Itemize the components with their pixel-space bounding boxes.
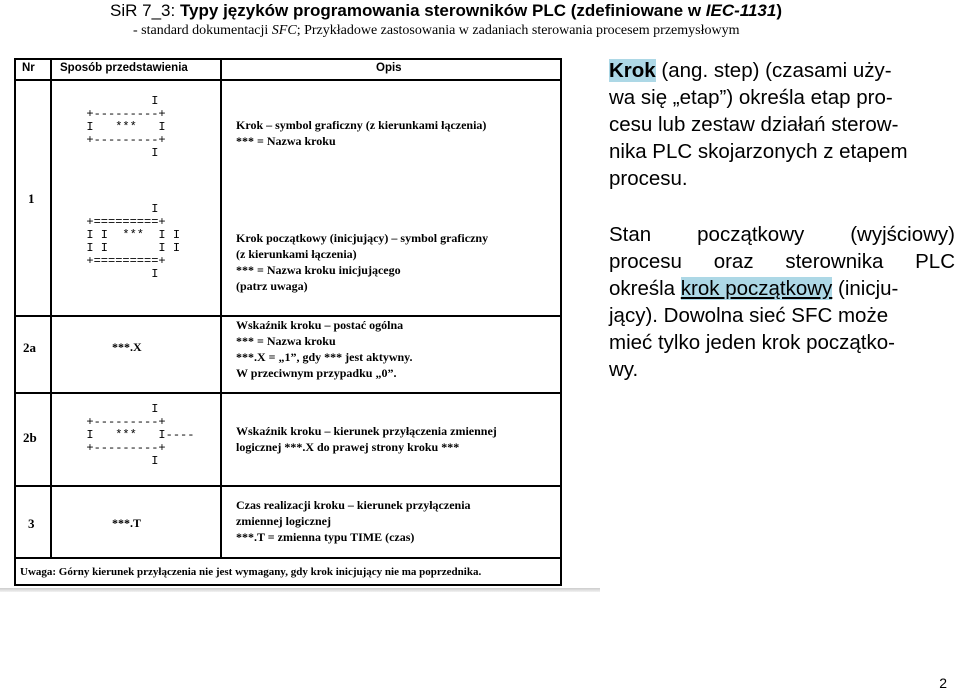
- title-prefix: SiR 7_3:: [110, 1, 180, 20]
- table-row-line-3: [14, 485, 562, 487]
- step-flag-connector-symbol: I +---------+ I *** I---- +---------+ I: [86, 402, 195, 468]
- header-representation: Sposób przedstawienia: [60, 62, 188, 74]
- p2-line-6: wy.: [609, 358, 639, 381]
- table-note: Uwaga: Górny kierunek przyłączenia nie jest wymagany, gdy krok inicjujący nie ma poprzednika.: [20, 566, 482, 578]
- table-col-line-1: [50, 58, 52, 558]
- p2-line-5: mieć tylko jeden krok początko-: [609, 331, 895, 354]
- p2-line-3-b: (inicju-: [832, 277, 899, 300]
- subtitle-sfc: SFC: [271, 23, 297, 38]
- p1-line-3: cesu lub zestaw działań sterow-: [609, 113, 899, 136]
- row2b-desc-1: Wskaźnik kroku – kierunek przyłączenia zmiennej: [236, 424, 497, 438]
- subtitle-part-b: ; Przykładowe zastosowania w zadaniach sterowania procesem przemysłowym: [296, 23, 740, 38]
- step-time-symbol: ***.T: [112, 516, 142, 530]
- row-number-2b: 2b: [23, 430, 37, 445]
- p2-line-3: [609, 275, 955, 302]
- row3-desc-1: Czas realizacji kroku – kierunek przyłączenia: [236, 498, 471, 512]
- step-symbol: I +---------+ I *** I +---------+ I: [86, 94, 166, 160]
- table-border-bottom: [14, 584, 562, 586]
- row1-desc-b2: (z kierunkami łączenia): [236, 247, 357, 261]
- p2-line-1: Stan początkowy (wyjściowy): [609, 223, 955, 246]
- table-header-separator: [14, 79, 562, 81]
- row2a-desc-4: W przeciwnym przypadku „0”.: [236, 366, 397, 380]
- table-row-line-1: [14, 315, 562, 317]
- subtitle-part-a: - standard dokumentacji: [133, 23, 272, 38]
- header-nr: Nr: [22, 62, 35, 74]
- row2a-desc-1: Wskaźnik kroku – postać ogólna: [236, 318, 404, 332]
- table-row-line-2: [14, 392, 562, 394]
- row1-desc-b3: *** = Nazwa kroku inicjującego: [236, 263, 401, 277]
- header-description: Opis: [376, 62, 402, 74]
- row2a-desc-2: *** = Nazwa kroku: [236, 334, 336, 348]
- step-definition-paragraph: [609, 57, 955, 192]
- table-col-line-2: [220, 58, 222, 558]
- title-suffix: ): [776, 1, 783, 20]
- p2-line-4: jący). Dowolna sieć SFC może: [609, 304, 889, 327]
- scan-edge: [0, 588, 600, 592]
- p1-line-5: procesu.: [609, 167, 688, 190]
- step-flag-symbol: ***.X: [112, 340, 142, 354]
- table-border-right: [560, 58, 562, 586]
- slide-subtitle: [133, 23, 739, 39]
- row3-desc-3: ***.T = zmienna typu TIME (czas): [236, 530, 415, 544]
- title-standard: IEC-1131: [705, 1, 777, 20]
- row2b-desc-2: logicznej ***.X do prawej strony kroku ***: [236, 440, 460, 454]
- p2-line-2: procesu oraz sterownika PLC: [609, 250, 955, 273]
- initial-state-paragraph: [609, 221, 955, 383]
- p1-line-1-text: (ang. step) (czasami uży-: [661, 59, 892, 82]
- keyword-initial-step: krok początkowy: [680, 277, 833, 300]
- slide-title: [110, 1, 782, 21]
- p2-line-3-a: określa: [609, 277, 681, 300]
- row-number-1: 1: [28, 191, 35, 206]
- table-row-line-4: [14, 557, 562, 559]
- p1-line-1: [609, 57, 955, 84]
- keyword-krok: Krok: [609, 59, 656, 82]
- table-border-top: [14, 58, 562, 60]
- p1-line-2: wa się „etap”) określa etap pro-: [609, 86, 893, 109]
- row1-desc-b4: (patrz uwaga): [236, 279, 308, 293]
- row-number-2a: 2a: [23, 340, 36, 355]
- page-number: 2: [939, 675, 947, 691]
- row2a-desc-3: ***.X = „1”, gdy *** jest aktywny.: [236, 350, 413, 364]
- table-border-left: [14, 58, 16, 586]
- row1-desc-a2: *** = Nazwa kroku: [236, 134, 336, 148]
- initial-step-symbol: I +=========+ I I *** I I I I I I +=========+ I: [86, 202, 181, 281]
- sfc-step-table: [14, 58, 562, 588]
- row1-desc-b1: Krok początkowy (inicjujący) – symbol graficzny: [236, 231, 489, 245]
- p1-line-4: nika PLC skojarzonych z etapem: [609, 140, 908, 163]
- title-main: Typy języków programowania sterowników PLC (zdefiniowane w: [179, 1, 706, 20]
- row-number-3: 3: [28, 516, 35, 531]
- row1-desc-a1: Krok – symbol graficzny (z kierunkami łączenia): [236, 118, 487, 132]
- row3-desc-2: zmiennej logicznej: [236, 514, 331, 528]
